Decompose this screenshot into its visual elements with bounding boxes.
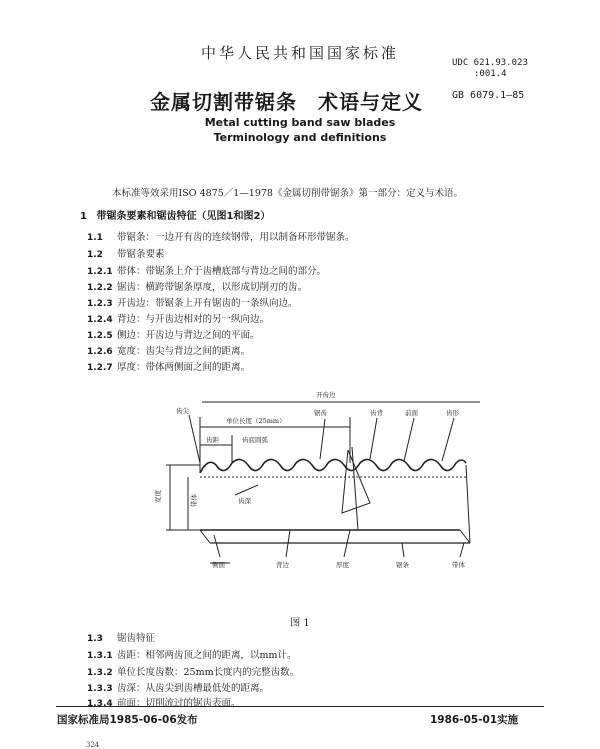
label-pitch: 齿距 xyxy=(206,436,219,444)
item-text: 带体：带锯条上介于齿槽底部与背边之间的部分。 xyxy=(117,266,327,277)
item-number: 1.3.2 xyxy=(87,668,113,678)
item-text: 带锯条：一边开有齿的连续钢带，用以制备环形带锯条。 xyxy=(117,232,355,243)
label-tooth-back: 齿背 xyxy=(370,409,383,417)
item-text: 前面：切削流过的锯齿表面。 xyxy=(117,698,241,709)
definition-item xyxy=(87,229,355,243)
item-text: 单位长度齿数：25mm长度内的完整齿数。 xyxy=(117,667,300,678)
definition-item xyxy=(87,647,297,661)
item-number: 1.3.4 xyxy=(87,699,113,709)
item-number: 1.2.1 xyxy=(87,267,113,277)
definition-item xyxy=(87,263,326,277)
label-body-2: 带体 xyxy=(452,561,465,569)
figure-caption: 图 1 xyxy=(290,618,310,629)
item-text: 锯齿特征 xyxy=(117,633,156,644)
item-text: 开齿边：带锯条上开有锯齿的一条纵向边。 xyxy=(117,298,298,309)
item-text: 齿距：相邻两齿顶之间的距离，以mm计。 xyxy=(117,650,297,661)
udc-subnumber: :001.4 xyxy=(474,69,507,79)
label-side: 侧面 xyxy=(212,561,225,569)
label-unit-length: 单位长度（25mm） xyxy=(226,417,286,425)
label-rake-face: 前面 xyxy=(405,409,418,417)
document-title-en-line1: Metal cutting band saw blades xyxy=(204,116,396,129)
definition-item xyxy=(87,664,299,678)
item-text: 带锯条要素 xyxy=(117,249,165,260)
item-text: 厚度：带体两侧面之间的距离。 xyxy=(117,362,251,373)
item-number: 1.2.5 xyxy=(87,331,113,341)
item-number: 1.1 xyxy=(87,233,103,243)
leader-body xyxy=(460,543,464,557)
section-1-heading xyxy=(80,207,270,222)
item-number: 1.2.6 xyxy=(87,347,113,357)
leader-gullet xyxy=(235,485,258,495)
leader-blade xyxy=(402,543,404,557)
label-tooth-shape: 齿形 xyxy=(446,409,459,417)
definition-item xyxy=(87,327,260,341)
effective-date: 1986-05-01实施 xyxy=(430,714,519,726)
label-tooth-tip: 齿尖 xyxy=(176,407,189,415)
blade-right-edge xyxy=(466,465,470,543)
issuing-authority-title: 中华人民共和国国家标准 xyxy=(200,44,399,62)
definition-item xyxy=(87,295,298,309)
definition-item xyxy=(87,343,250,357)
definition-item xyxy=(87,279,307,293)
publish-date: 国家标准局1985-06-06发布 xyxy=(57,714,198,726)
label-toothed-edge: 开齿边 xyxy=(316,391,336,399)
leader-rake-face xyxy=(404,418,414,461)
item-number: 1.3.3 xyxy=(87,684,113,694)
label-body: 带体 xyxy=(190,494,198,507)
footer-divider xyxy=(56,706,544,707)
item-number: 1.2.7 xyxy=(87,363,113,373)
leader-tooth-back xyxy=(370,418,377,459)
item-number: 1.2 xyxy=(87,250,103,260)
definition-item xyxy=(87,680,269,694)
label-thickness: 厚度 xyxy=(336,561,349,569)
item-number: 1.2.4 xyxy=(87,315,113,325)
gb-standard-number: GB 6079.1—85 xyxy=(452,90,525,101)
definition-item xyxy=(87,246,165,260)
label-blade: 锯条 xyxy=(396,561,409,569)
label-tooth-depth: 齿深 xyxy=(238,497,251,505)
section-number: 1 xyxy=(80,211,87,222)
definition-item xyxy=(87,311,269,325)
document-title-cn: 金属切割带锯条 术语与定义 xyxy=(150,90,423,114)
item-text: 宽度：齿尖与背边之间的距离。 xyxy=(117,346,251,357)
leader-side xyxy=(214,535,220,557)
item-number: 1.3.1 xyxy=(87,651,113,661)
tooth-depth-ref xyxy=(352,447,358,530)
intro-paragraph: 本标准等效采用ISO 4875／1—1978《金属切削带锯条》第一部分：定义与术语。 xyxy=(112,188,463,199)
udc-number: UDC 621.93.023 xyxy=(452,58,528,68)
item-text: 侧边：开齿边与背边之间的平面。 xyxy=(117,330,260,341)
section-title: 带锯条要素和锯齿特征（见图1和图2） xyxy=(96,211,271,222)
leader-tooth xyxy=(320,419,325,459)
page-number: 324 xyxy=(86,741,100,749)
blade-end-right xyxy=(460,530,470,543)
label-back-edge: 背边 xyxy=(276,561,289,569)
tooth-profile xyxy=(200,459,466,473)
definition-item xyxy=(87,359,250,373)
item-number: 1.2.3 xyxy=(87,299,113,309)
label-gullet-arc: 齿底圆弧 xyxy=(242,436,268,444)
document-title-en-line2: Terminology and definitions xyxy=(213,131,387,144)
item-number: 1.3 xyxy=(87,634,103,644)
band-saw-blade-diagram xyxy=(130,385,480,580)
item-text: 背边：与开齿边相对的另一纵向边。 xyxy=(117,314,270,325)
blade-end-left xyxy=(200,530,210,543)
label-width: 宽度 xyxy=(154,490,162,503)
label-tooth: 锯齿 xyxy=(314,409,327,417)
leader-tooth-tip xyxy=(189,415,200,463)
item-text: 锯齿：横跨带锯条厚度，以形成切削刃的齿。 xyxy=(117,282,308,293)
leader-tooth-shape xyxy=(442,418,454,461)
section-1-3-heading xyxy=(87,630,155,644)
item-text: 齿深：从齿尖到齿槽最低处的距离。 xyxy=(117,683,270,694)
item-number: 1.2.2 xyxy=(87,283,113,293)
